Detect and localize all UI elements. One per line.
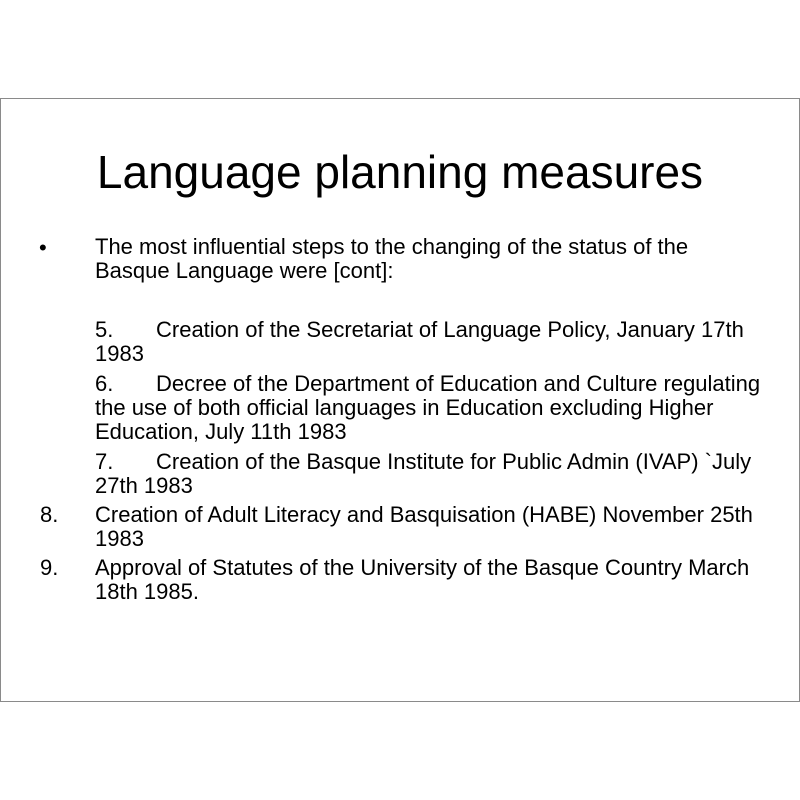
list-item-text: Creation of the Basque Institute for Public Admin (IVAP) `July 27th 1983 [95,449,752,498]
intro-text: The most influential steps to the changing of the status of the Basque Language were [cont]: [95,234,689,283]
list-item-number: 6. [95,371,114,396]
list-item-number: 8. [40,502,59,527]
list-item-text: Creation of the Secretariat of Language Policy, January 17th 1983 [95,317,744,366]
list-item-7 [95,450,765,498]
list-item-9: Approval of Statutes of the University of the Basque Country March 18th 1985. [95,555,750,604]
list-item-number: 9. [40,555,59,580]
list-item-text: Decree of the Department of Education and Culture regulating the use of both official languages in Education excluding Higher Education, July 11th 1983 [95,371,761,444]
list-item-5 [95,318,765,366]
slide-title: Language planning measures [96,146,704,198]
list-item-6 [95,372,765,444]
list-item-8: Creation of Adult Literacy and Basquisation (HABE) November 25th 1983 [95,502,753,551]
list-item-number: 7. [95,449,114,474]
bullet-icon: • [39,235,47,260]
list-item-number: 5. [95,317,114,342]
